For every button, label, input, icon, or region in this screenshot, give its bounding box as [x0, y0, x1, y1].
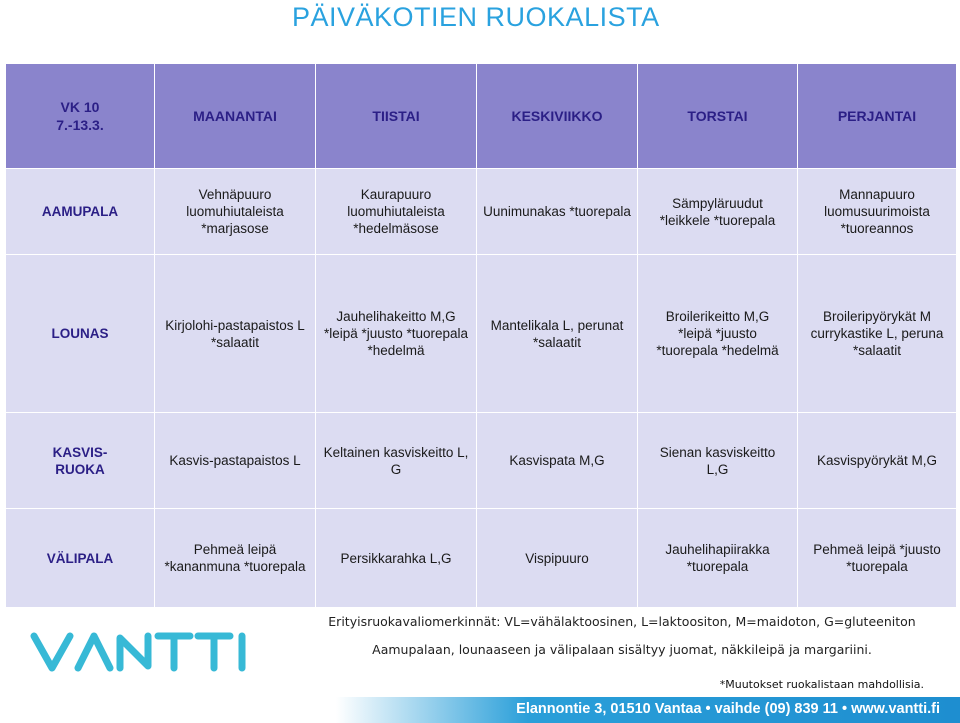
week-header	[6, 64, 155, 169]
menu-cell	[638, 509, 798, 608]
menu-cell-line: Mannapuuro	[839, 187, 915, 202]
menu-cell-line: Kaurapuuro	[360, 187, 432, 202]
week-number: VK 10	[60, 99, 100, 115]
day-header-thursday: TORSTAI	[638, 64, 798, 169]
menu-cell-line: Uunimunakas *tuorepala	[483, 204, 631, 219]
day-header-wednesday: KESKIVIIKKO	[477, 64, 638, 169]
meal-row-lounas	[6, 255, 957, 413]
menu-cell	[316, 509, 477, 608]
menu-cell	[798, 509, 957, 608]
meal-row-aamupala	[6, 169, 957, 255]
menu-cell	[798, 255, 957, 413]
vantti-logo	[28, 630, 268, 674]
menu-cell-line: Broilerikeitto M,G	[665, 309, 770, 324]
menu-cell-line: currykastike L, peruna	[810, 326, 944, 341]
menu-cell-line: Kasvis-pastapaistos L	[169, 453, 301, 468]
page-title: PÄIVÄKOTIEN RUOKALISTA	[292, 2, 660, 32]
included-note: Aamupalaan, lounaaseen ja välipalaan sisältyy juomat, näkkileipä ja margariini.	[372, 642, 872, 657]
menu-cell-line: luomusuurimoista	[824, 204, 930, 219]
header-row	[6, 64, 957, 169]
menu-cell	[155, 413, 316, 509]
menu-cell-line: Keltainen kasviskeitto L, G	[323, 444, 469, 477]
menu-cell-line: Pehmeä leipä *juusto	[813, 542, 941, 557]
week-dates: 7.-13.3.	[56, 117, 104, 133]
menu-cell	[477, 169, 638, 255]
meal-label	[6, 255, 155, 413]
menu-cell-line: *leipä *juusto *tuorepala	[323, 326, 469, 341]
menu-cell-line: *tuorepala	[846, 559, 908, 574]
menu-cell-line: Kasvispata M,G	[509, 453, 605, 468]
menu-cell	[316, 169, 477, 255]
menu-cell-line: Pehmeä leipä	[193, 542, 277, 557]
menu-cell-line: L,G	[706, 461, 729, 477]
menu-cell-line: *leikkele *tuorepala	[659, 212, 776, 228]
menu-cell-line: *salaatit	[532, 334, 582, 350]
menu-cell-line: Sienan kasviskeitto	[659, 444, 776, 460]
menu-cell-line: Kirjolohi-pastapaistos L	[165, 317, 305, 333]
footer-contact: Elannontie 3, 01510 Vantaa • vaihde (09) 839 11 • www.vantti.fi	[516, 701, 940, 717]
menu-cell-line: *tuoreannos	[840, 221, 914, 236]
menu-cell	[638, 169, 798, 255]
day-header-friday: PERJANTAI	[798, 64, 957, 169]
menu-cell	[477, 509, 638, 608]
day-header-tuesday: TIISTAI	[316, 64, 477, 169]
menu-table	[5, 63, 957, 608]
menu-cell	[477, 255, 638, 413]
menu-cell	[155, 169, 316, 255]
menu-cell-line: *marjasose	[201, 221, 269, 236]
meal-label	[6, 509, 155, 608]
menu-cell-line: luomuhiutaleista	[186, 204, 284, 219]
menu-cell-line: Jauhelihapiirakka	[665, 542, 770, 557]
meal-label-line: RUOKA	[55, 461, 105, 477]
menu-cell-line: Mantelikala L, perunat	[490, 317, 624, 333]
menu-cell	[155, 255, 316, 413]
meal-row-valipala	[6, 509, 957, 608]
menu-cell-line: Sämpyläruudut	[672, 195, 763, 211]
menu-cell-line: *hedelmäsose	[353, 221, 439, 236]
menu-cell-line: *salaatit	[852, 343, 902, 358]
footer-bar	[0, 697, 960, 723]
day-header-monday: MAANANTAI	[155, 64, 316, 169]
menu-cell-line: Vehnäpuuro	[198, 187, 272, 202]
menu-cell-line: Vispipuuro	[525, 550, 589, 566]
menu-cell	[316, 413, 477, 509]
diet-legend: Erityisruokavaliomerkinnät: VL=vähälaktoosinen, L=laktoositon, M=maidoton, G=gluteeniton	[328, 614, 916, 629]
menu-cell-line: Broileripyörykät M	[822, 309, 932, 324]
meal-row-kasvisruoka	[6, 413, 957, 509]
meal-label	[6, 413, 155, 509]
changes-note: *Muutokset ruokalistaan mahdollisia.	[719, 678, 924, 691]
menu-cell-line: *tuorepala *hedelmä	[656, 343, 779, 358]
menu-cell-line: *hedelmä	[367, 343, 425, 358]
menu-cell	[798, 169, 957, 255]
menu-cell-line: *leipä *juusto	[678, 326, 757, 341]
menu-cell-line: Persikkarahka L,G	[340, 550, 452, 566]
menu-cell	[477, 413, 638, 509]
meal-label-line: LOUNAS	[51, 326, 109, 341]
menu-cell	[638, 413, 798, 509]
meal-label-line: VÄLIPALA	[46, 550, 114, 566]
menu-cell-line: *salaatit	[210, 334, 260, 350]
menu-cell	[798, 413, 957, 509]
menu-cell	[638, 255, 798, 413]
menu-cell-line: *tuorepala	[686, 559, 749, 574]
menu-cell	[155, 509, 316, 608]
meal-label-line: AAMUPALA	[41, 204, 119, 219]
meal-label-line: KASVIS-	[52, 444, 108, 460]
menu-cell-line: Jauhelihakeitto M,G	[336, 309, 456, 324]
meal-label	[6, 169, 155, 255]
menu-cell-line: luomuhiutaleista	[347, 204, 445, 219]
menu-cell-line: *kananmuna *tuorepala	[164, 559, 306, 574]
menu-cell	[316, 255, 477, 413]
menu-cell-line: Kasvispyörykät M,G	[816, 453, 938, 468]
